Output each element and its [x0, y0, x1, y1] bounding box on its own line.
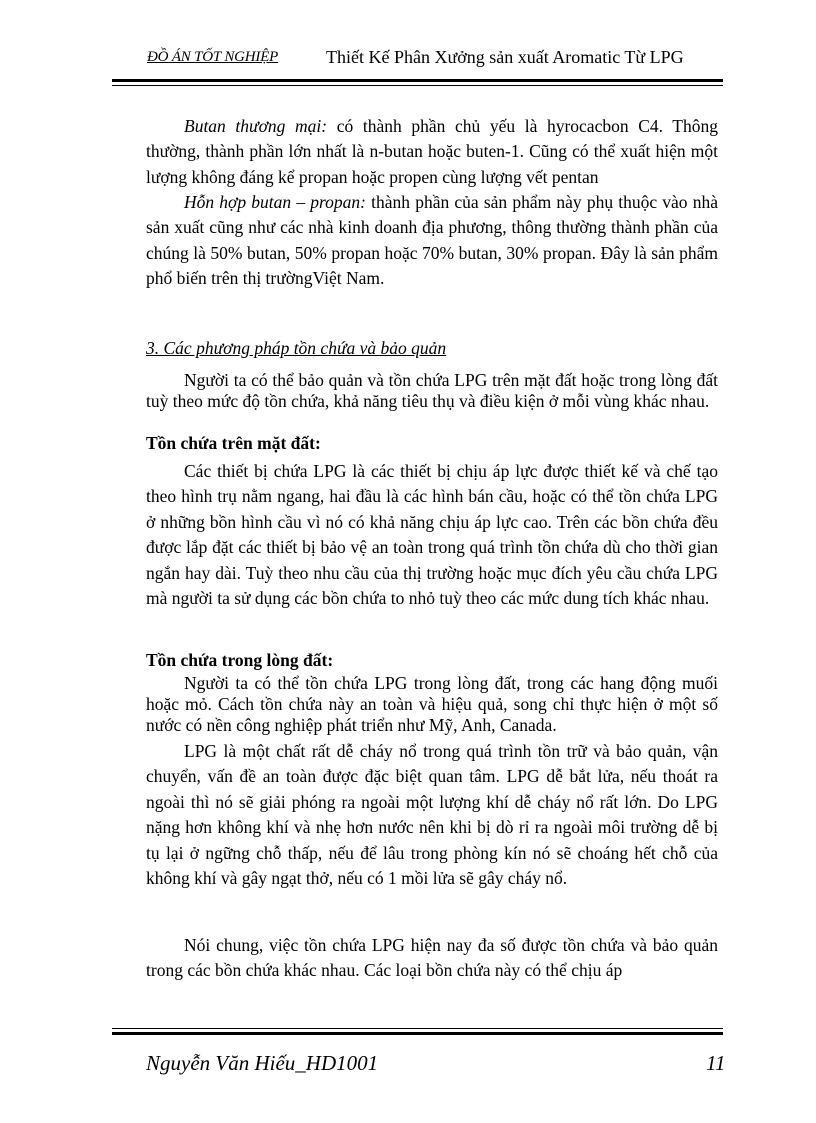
paragraph-underground: Người ta có thể tồn chứa LPG trong lòng đất, trong các hang động muối hoặc mỏ. Cách tồn chứa này an toàn và hiệu quả, song chỉ thực hiện ở một số nước có nền công nghiệp phát triển như Mỹ, Anh, Canada. — [146, 673, 718, 735]
paragraph-above-ground: Các thiết bị chứa LPG là các thiết bị chịu áp lực được thiết kế và chế tạo theo hình trụ nằm ngang, hai đầu là các hình bán cầu, hoặc có thể tồn chứa LPG ở những bồn hình cầu vì nó có khả năng chịu áp lực cao. Trên các bồn chứa đều được lắp đặt các thiết bị bảo vệ an toàn trong quá trình tồn chứa dù cho thời gian ngắn hay dài. Tuỳ theo nhu cầu của thị trường hoặc mục đích yêu cầu chứa LPG mà người ta sử dụng các bồn chứa to nhỏ tuỳ theo các mức dung tích khác nhau. — [146, 461, 718, 609]
term-butan-thuong-mai: Butan thương mại: — [184, 116, 328, 136]
footer-author: Nguyễn Văn Hiếu_HD1001 — [146, 1051, 379, 1075]
footer-rule-thin — [112, 1028, 723, 1029]
header-rule-thick — [112, 79, 723, 82]
paragraph-conclusion: Nói chung, việc tồn chứa LPG hiện nay đa số được tồn chứa và bảo quản trong các bồn chứa khác nhau. Các loại bồn chứa này có thể chịu áp — [146, 935, 718, 981]
header-title: Thiết Kế Phân Xưởng sản xuất Aromatic Từ LPG — [326, 47, 684, 67]
term-hon-hop: Hỗn hợp butan – propan: — [184, 192, 366, 212]
section-title: 3. Các phương pháp tồn chứa và bảo quản — [146, 338, 447, 358]
header-rule-thin — [112, 85, 723, 86]
heading-above-ground: Tồn chứa trên mặt đất: — [146, 433, 321, 453]
page-number: 11 — [706, 1051, 726, 1075]
paragraph-intro-storage: Người ta có thể bảo quản và tồn chứa LPG trên mặt đất hoặc trong lòng đất tuỳ theo mức độ tồn chứa, khả năng tiêu thụ và điều kiện ở mỗi vùng khác nhau. — [146, 370, 718, 411]
footer-rule-thick — [112, 1032, 723, 1035]
paragraph-hon-hop-butan-propan — [146, 190, 718, 292]
heading-underground: Tồn chứa trong lòng đất: — [146, 650, 334, 670]
paragraph-butan-thuong-mai — [146, 114, 718, 190]
header-left: ĐỒ ÁN TỐT NGHIỆP — [147, 49, 279, 65]
text-butan-thuong-mai: có thành phần chủ yếu là hyrocacbon C4. Thông thường, thành phần lớn nhất là n-butan hoặc buten-1. Cũng có thể xuất hiện một lượng không đáng kể propan hoặc propen cùng lượng vết pentan — [146, 116, 718, 187]
paragraph-safety: LPG là một chất rất dễ cháy nổ trong quá trình tồn trữ và bảo quản, vận chuyển, vấn đề an toàn được đặc biệt quan tâm. LPG dễ bắt lửa, nếu thoát ra ngoài thì nó sẽ giải phóng ra ngoài một lượng khí dễ cháy nổ rất lớn. Do LPG nặng hơn không khí và nhẹ hơn nước nên khi bị dò rỉ ra ngoài môi trường dễ bị tụ lại ở ngững chỗ thấp, nếu để lâu trong phòng kín nó sẽ choáng hết chỗ của không khí và gây ngạt thở, nếu có 1 mồi lửa sẽ gây cháy nổ. — [146, 741, 718, 889]
text-hon-hop: thành phần của sản phẩm này phụ thuộc vào nhà sản xuất cũng như các nhà kinh doanh địa phương, thông thường thành phần của chúng là 50% butan, 50% propan hoặc 70% butan, 30% propan. Đây là sản phẩm phổ biến trên thị trườngViệt Nam. — [146, 192, 718, 289]
